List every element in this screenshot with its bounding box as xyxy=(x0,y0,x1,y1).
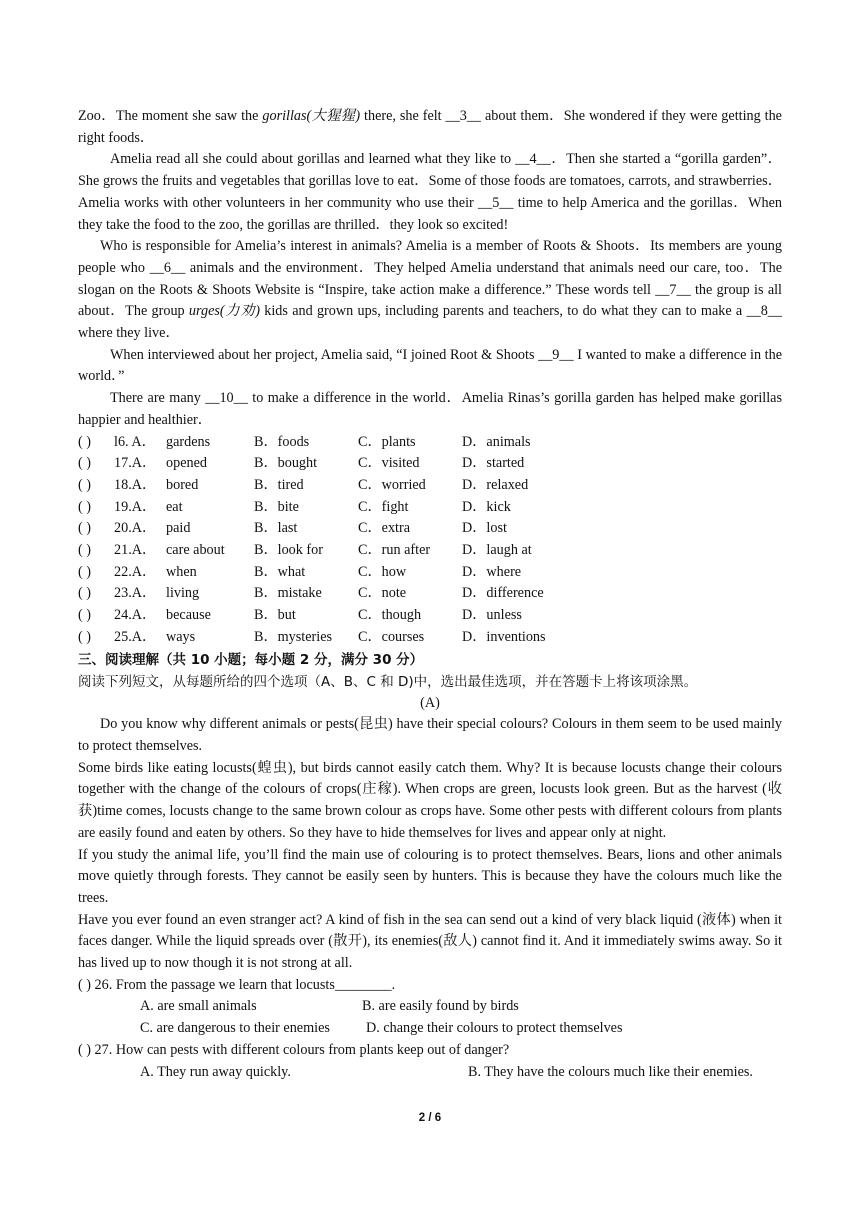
answer-bracket: ( ) xyxy=(78,476,91,493)
passage-paragraph-3 xyxy=(78,236,782,345)
option-c[interactable]: C．worried xyxy=(358,476,426,493)
text-run: Zoo．The moment she saw the xyxy=(78,108,263,124)
option-c[interactable]: C. are dangerous to their enemies xyxy=(140,1020,330,1037)
option-c[interactable]: C．note xyxy=(358,585,407,602)
option-b[interactable]: B．mysteries xyxy=(254,628,333,645)
question-number: 25.A． xyxy=(114,628,157,645)
option-a[interactable]: when xyxy=(166,563,197,580)
option-b[interactable]: B. are easily found by birds xyxy=(362,998,519,1015)
option-d[interactable]: D．started xyxy=(462,455,525,472)
option-c[interactable]: C．run after xyxy=(358,542,431,559)
option-a[interactable]: A. are small animals xyxy=(140,998,257,1015)
option-a[interactable]: ways xyxy=(166,628,196,645)
option-b[interactable]: B．tired xyxy=(254,476,304,493)
option-c[interactable]: C．how xyxy=(358,563,407,580)
italic-word: urges(力劝) xyxy=(188,303,260,320)
option-a[interactable]: paid xyxy=(166,520,191,537)
option-d[interactable]: D．relaxed xyxy=(462,476,529,493)
option-a[interactable]: eat xyxy=(166,498,183,515)
question-number: 17.A． xyxy=(114,455,157,472)
option-d[interactable]: D．laugh at xyxy=(462,542,532,559)
option-c[interactable]: C．plants xyxy=(358,433,416,450)
question-27-stem: ( ) 27. How can pests with different colours from plants keep out of danger? xyxy=(78,1041,510,1058)
option-c[interactable]: C．fight xyxy=(358,498,409,515)
question-number: 21.A． xyxy=(114,542,157,559)
option-d[interactable]: D．unless xyxy=(462,607,522,624)
option-b[interactable]: B．last xyxy=(254,520,298,537)
page-number: 2 / 6 xyxy=(418,1112,442,1124)
answer-bracket: ( ) xyxy=(78,498,91,515)
italic-word: gorillas(大猩猩) xyxy=(262,108,361,124)
reading-paragraph-4: Have you ever found an even stranger act? A kind of fish in the sea can send out a kind of very black liquid (液体) when it faces danger. While the liquid spreads over (散开), its enemies(敌人) cannot find it. And it immediately swims away. So it has lived up to now though it is not strong at all. xyxy=(78,911,782,972)
option-b[interactable]: B．mistake xyxy=(254,585,322,602)
passage-paragraph-1 xyxy=(78,106,782,149)
option-a[interactable]: because xyxy=(166,607,211,624)
passage-label: (A) xyxy=(420,694,440,711)
option-c[interactable]: C．courses xyxy=(358,628,425,645)
cloze-question-row xyxy=(78,540,782,562)
option-d[interactable]: D．kick xyxy=(462,498,511,515)
option-d[interactable]: D．difference xyxy=(462,585,544,602)
question-27-options-row-1 xyxy=(78,1062,782,1084)
question-26-options-row-2 xyxy=(78,1018,782,1040)
passage-paragraph-5: There are many __10__ to make a difference in the world．Amelia Rinas’s gorilla garden has helped make gorillas happier and healthier． xyxy=(78,390,782,428)
cloze-question-row xyxy=(78,497,782,519)
option-b[interactable]: B．bought xyxy=(254,455,318,472)
option-b[interactable]: B. They have the colours much like their enemies. xyxy=(468,1063,753,1080)
answer-bracket: ( ) xyxy=(78,628,91,645)
text-run: kids and grown ups, including parents and teachers, to do what they can to make a __8__ where they live． xyxy=(78,303,782,342)
option-d[interactable]: D．inventions xyxy=(462,628,546,645)
passage-paragraph-4: When interviewed about her project, Amelia said, “I joined Root & Shoots __9__ I wanted to make a difference in the world．” xyxy=(78,346,782,385)
cloze-question-row xyxy=(78,432,782,454)
question-number: 20.A． xyxy=(114,520,157,537)
question-number: 18.A． xyxy=(114,476,157,493)
reading-paragraph-2: Some birds like eating locusts(蝗虫), but birds cannot easily catch them. Why? It is because locusts change their colours together with the change of the colours of crops(庄稼). When crops are green, locusts look green. But as the harvest (收获)time comes, locusts change to the same brown colour as crops have. Some other pests with different colours from plants are easily found and eaten by others. So they have to hide themselves for lives and appear only at night. xyxy=(78,759,782,841)
option-d[interactable]: D. change their colours to protect themselves xyxy=(366,1020,623,1037)
text-run: there, she felt __3__ about them．She wondered if they were getting the right foods． xyxy=(78,108,782,146)
answer-bracket: ( ) xyxy=(78,542,91,559)
cloze-question-row xyxy=(78,518,782,540)
option-b[interactable]: B．what xyxy=(254,563,306,580)
question-number: 22.A． xyxy=(114,563,157,580)
option-d[interactable]: D．where xyxy=(462,563,522,580)
option-b[interactable]: B．bite xyxy=(254,498,299,515)
question-26-stem: ( ) 26. From the passage we learn that locusts________. xyxy=(78,976,396,993)
option-c[interactable]: C．extra xyxy=(358,520,411,537)
question-number: l6. A． xyxy=(114,433,156,450)
cloze-question-row xyxy=(78,475,782,497)
option-d[interactable]: D．lost xyxy=(462,520,507,537)
cloze-question-row xyxy=(78,605,782,627)
option-b[interactable]: B．foods xyxy=(254,433,310,450)
passage-paragraph-2: Amelia read all she could about gorillas and learned what they like to __4__．Then she started a “gorilla garden”．She grows the fruits and vegetables that gorillas love to eat．Some of those foods are tomatoes, carrots, and strawberries．Amelia works with other volunteers in her community who use their __5__ time to help America and the gorillas．When they take the food to the zoo, the gorillas are thrilled．they look so excited! xyxy=(78,151,782,233)
question-number: 23.A． xyxy=(114,585,157,602)
option-a[interactable]: bored xyxy=(166,476,199,493)
cloze-question-row xyxy=(78,583,782,605)
option-a[interactable]: A. They run away quickly. xyxy=(140,1063,291,1080)
answer-bracket: ( ) xyxy=(78,607,91,624)
exam-page xyxy=(78,106,782,1083)
option-a[interactable]: living xyxy=(166,585,200,602)
question-number: 19.A． xyxy=(114,498,157,515)
option-a[interactable]: opened xyxy=(166,455,207,472)
question-number: 24.A． xyxy=(114,607,157,624)
answer-bracket: ( ) xyxy=(78,563,91,580)
option-b[interactable]: B．look for xyxy=(254,542,323,559)
option-c[interactable]: C．though xyxy=(358,607,422,624)
option-a[interactable]: care about xyxy=(166,542,225,559)
answer-bracket: ( ) xyxy=(78,433,91,450)
section-instruction: 阅读下列短文，从每题所给的四个选项（A、B、C 和 D)中，选出最佳选项，并在答题卡上将该项涂黑。 xyxy=(78,673,698,690)
question-26-options-row-1 xyxy=(78,996,782,1018)
answer-bracket: ( ) xyxy=(78,585,91,602)
reading-paragraph-3: If you study the animal life, you’ll find the main use of colouring is to protect themselves. Bears, lions and other animals move quietly through forests. They cannot be easily seen by hunters. This is because they have the colours much like the trees. xyxy=(78,846,782,906)
cloze-question-list xyxy=(78,432,782,649)
answer-bracket: ( ) xyxy=(78,455,91,472)
section-heading: 三、阅读理解（共 10 小题；每小题 2 分，满分 30 分） xyxy=(78,651,424,668)
cloze-question-row xyxy=(78,627,782,649)
reading-paragraph-1: Do you know why different animals or pests(昆虫) have their special colours? Colours in them seem to be used mainly to protect themselves. xyxy=(78,716,782,754)
answer-bracket: ( ) xyxy=(78,520,91,537)
option-b[interactable]: B．but xyxy=(254,607,296,624)
option-d[interactable]: D．animals xyxy=(462,433,531,450)
cloze-question-row xyxy=(78,453,782,475)
cloze-question-row xyxy=(78,562,782,584)
text-run: Who is responsible for Amelia’s interest in animals? Amelia is a member of Roots & Shoots．Its members are young people who __6__ animals and the environment．They helped Amelia understand that animals need our care, too．The slogan on the Roots & Shoots Website is “Inspire, take action make a difference.” These words tell __7__ the group is all about．The group xyxy=(78,238,782,320)
option-c[interactable]: C．visited xyxy=(358,455,420,472)
option-a[interactable]: gardens xyxy=(166,433,211,450)
